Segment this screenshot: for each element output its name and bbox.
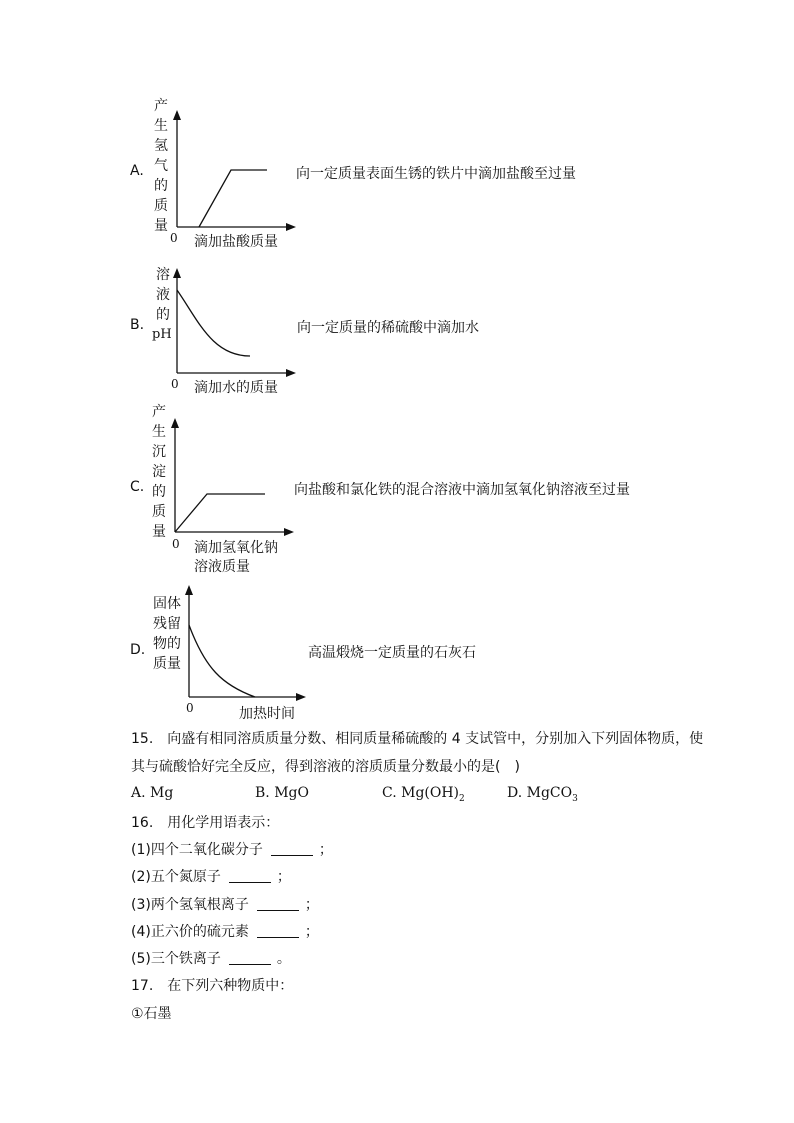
option-a-label: A. bbox=[130, 163, 144, 179]
item-text: (1)四个二氧化碳分子 bbox=[131, 842, 263, 858]
q15-option-a: A. Mg bbox=[131, 785, 174, 801]
ylabel-char: 量 bbox=[154, 218, 168, 234]
x-axis-arrow bbox=[296, 693, 306, 701]
ylabel-char: 液 bbox=[156, 287, 170, 303]
ylabel-char: 质 bbox=[154, 198, 168, 214]
answer-blank[interactable] bbox=[257, 896, 299, 911]
ylabel-char: 的 bbox=[156, 307, 170, 323]
option-b-label: B. bbox=[130, 317, 145, 333]
ylabel-char: 产 bbox=[152, 404, 166, 420]
item-text: (2)五个氮原子 bbox=[131, 869, 221, 885]
ylabel-char: 淀 bbox=[152, 464, 166, 480]
ylabel-char: 生 bbox=[154, 118, 168, 134]
graph-a-xlabel: 滴加盐酸质量 bbox=[194, 234, 278, 250]
ylabel-line: 固体 bbox=[153, 596, 181, 612]
answer-blank[interactable] bbox=[257, 923, 299, 938]
q15-option-c-text: C. Mg(OH) bbox=[382, 785, 460, 801]
subscript: 2 bbox=[459, 793, 465, 804]
graph-a-description: 向一定质量表面生锈的铁片中滴加盐酸至过量 bbox=[296, 166, 576, 182]
q16-item-3 bbox=[131, 894, 319, 914]
origin-label: 0 bbox=[172, 537, 180, 551]
q16-item-5 bbox=[131, 948, 291, 968]
q15-stem-line1: 15. 向盛有相同溶质质量分数、相同质量稀硫酸的 4 支试管中，分别加入下列固体物质，使 bbox=[131, 731, 704, 747]
answer-blank[interactable] bbox=[271, 841, 313, 856]
origin-label: 0 bbox=[170, 231, 178, 245]
q16-item-2 bbox=[131, 866, 291, 886]
ylabel-line: 质量 bbox=[153, 656, 181, 672]
option-c-label: C. bbox=[130, 479, 145, 495]
item-end: 。 bbox=[276, 951, 291, 967]
ylabel-char: 的 bbox=[152, 484, 166, 500]
q16-item-4 bbox=[131, 921, 319, 941]
q15-option-d-text: D. MgCO bbox=[507, 785, 573, 801]
ylabel-char: 质 bbox=[152, 504, 166, 520]
ylabel-ph: pH bbox=[152, 327, 172, 342]
ylabel-char: 产 bbox=[154, 98, 168, 114]
graph-c-xlabel-line2: 溶液质量 bbox=[194, 559, 250, 575]
ylabel-char: 气 bbox=[154, 158, 168, 174]
q15-stem-line2: 其与硫酸恰好完全反应，得到溶液的溶质质量分数最小的是( ) bbox=[131, 759, 520, 775]
item-end: ； bbox=[276, 869, 291, 885]
origin-label: 0 bbox=[186, 701, 194, 715]
q16-item-1 bbox=[131, 839, 333, 859]
item-text: (4)正六价的硫元素 bbox=[131, 924, 249, 940]
graph-d-description: 高温煅烧一定质量的石灰石 bbox=[308, 645, 476, 661]
item-text: (5)三个铁离子 bbox=[131, 951, 221, 967]
q17-item-1: ①石墨 bbox=[131, 1006, 172, 1022]
q15-option-b: B. MgO bbox=[255, 785, 309, 801]
ylabel-char: 量 bbox=[152, 524, 166, 540]
q15-option-c bbox=[382, 785, 465, 804]
origin-label: 0 bbox=[171, 377, 179, 391]
q16-title: 16. 用化学用语表示： bbox=[131, 815, 280, 831]
ylabel-char: 氢 bbox=[154, 138, 168, 154]
ylabel-char: 生 bbox=[152, 424, 166, 440]
y-axis-arrow bbox=[185, 585, 193, 595]
q15-option-d bbox=[507, 785, 578, 804]
ylabel-line: 物的 bbox=[153, 636, 181, 652]
graph-c-xlabel-line1: 滴加氢氧化钠 bbox=[194, 540, 278, 556]
answer-blank[interactable] bbox=[229, 868, 271, 883]
item-end: ； bbox=[304, 897, 319, 913]
item-end: ； bbox=[318, 842, 333, 858]
ylabel-line: 残留 bbox=[153, 616, 181, 632]
option-d-label: D. bbox=[130, 642, 146, 658]
graph-b-xlabel: 滴加水的质量 bbox=[194, 380, 278, 396]
item-end: ； bbox=[304, 924, 319, 940]
answer-blank[interactable] bbox=[229, 950, 271, 965]
curve bbox=[189, 625, 255, 697]
subscript: 3 bbox=[572, 793, 578, 804]
graph-b-description: 向一定质量的稀硫酸中滴加水 bbox=[297, 320, 479, 336]
graph-c-description: 向盐酸和氯化铁的混合溶液中滴加氢氧化钠溶液至过量 bbox=[294, 482, 630, 498]
ylabel-char: 沉 bbox=[152, 444, 166, 460]
ylabel-char: 溶 bbox=[156, 267, 170, 283]
q17-title: 17. 在下列六种物质中： bbox=[131, 978, 294, 994]
graph-d-xlabel: 加热时间 bbox=[239, 706, 295, 722]
ylabel-char: 的 bbox=[154, 178, 168, 194]
item-text: (3)两个氢氧根离子 bbox=[131, 897, 249, 913]
